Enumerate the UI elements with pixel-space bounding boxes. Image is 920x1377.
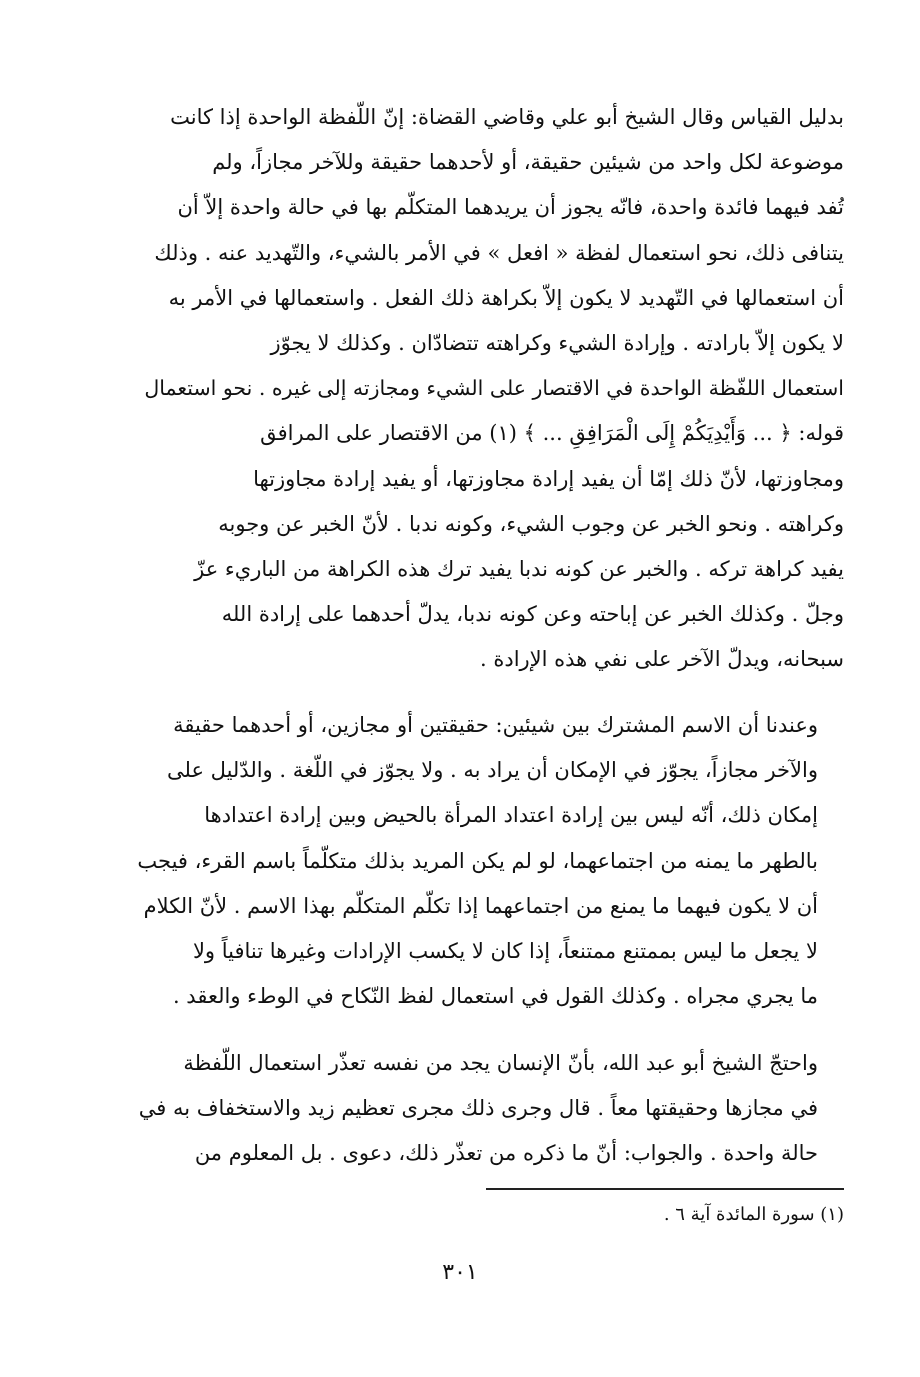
text-line: لا يجعل ما ليس بممتنع ممتنعاً، إذا كان لا يكسب الإرادات وغيرها تنافياً ولا (192, 939, 818, 964)
text-line: أن استعمالها في التّهديد لا يكون إلاّ بكراهة ذلك الفعل . واستعمالها في الأمر به (168, 285, 844, 310)
text-line: قوله: ﴿ ... وَأَيْدِيَكُمْ إِلَى الْمَرَافِقِ ... ﴾ (١) من الاقتصار على المرافق (260, 421, 844, 446)
text-line: يفيد كراهة تركه . والخبر عن كونه ندبا يفيد ترك هذه الكراهة من الباريء عزّ (194, 557, 844, 582)
text-line: أن لا يكون فيهما ما يمنع من اجتماعهما إذا تكلّم المتكلّم بهذا الاسم . لأنّ الكلام (143, 893, 818, 918)
text-line: ما يجري مجراه . وكذلك القول في استعمال لفظ النّكاح في الوطء والعقد . (172, 984, 818, 1009)
text-line: بدليل القياس وقال الشيخ أبو علي وقاضي القضاة: إنّ اللّفظة الواحدة إذا كانت (170, 105, 844, 129)
text-line: حالة واحدة . والجواب: أنّ ما ذكره من تعذّر ذلك، دعوى . بل المعلوم من (194, 1141, 818, 1166)
text-line: سبحانه، ويدلّ الآخر على نفي هذه الإرادة . (479, 647, 844, 672)
text-line: لا يكون إلاّ بارادته . وإرادة الشيء وكراهته تتضادّان . وكذلك لا يجوّز (270, 331, 844, 356)
text-line: وعندنا أن الاسم المشترك بين شيئين: حقيقتين أو مجازين، أو أحدهما حقيقة (173, 713, 818, 737)
text-line: استعمال اللفّظة الواحدة في الاقتصار على الشيء ومجازته إلى غيره . نحو استعمال (144, 376, 844, 401)
text-line: وكراهته . ونحو الخبر عن وجوب الشيء، وكونه ندبا . لأنّ الخبر عن وجوبه (218, 511, 844, 536)
text-line: موضوعة لكل واحد من شيئين حقيقة، أو لأحدهما حقيقة وللآخر مجازاً، ولم (212, 150, 844, 175)
text-line: إمكان ذلك، أنّه ليس بين إرادة اعتداد المرأة بالحيض وبين إرادة اعتدادها (204, 803, 818, 828)
paragraph-1 (132, 95, 844, 683)
footnote: (١) سورة المائدة آية ٦ . (663, 1204, 844, 1225)
text-line: والآخر مجازاً، يجوّز في الإمكان أن يراد به . ولا يجوّز في اللّغة . والدّليل على (167, 758, 818, 783)
text-line: وجلّ . وكذلك الخبر عن إباحته وعن كونه ندبا، يدلّ أحدهما على إرادة الله (221, 602, 844, 627)
text-line: واحتجّ الشيخ أبو عبد الله، بأنّ الإنسان يجد من نفسه تعذّر استعمال اللّفظة (183, 1051, 818, 1075)
text-line: بالطهر ما يمنه من اجتماعهما، لو لم يكن المريد بذلك متكلّماً باسم القرء، فيجب (137, 848, 818, 873)
text-line: في مجازها وحقيقتها معاً . قال وجرى ذلك مجرى تعظيم زيد والاستخفاف به في (138, 1096, 818, 1121)
page-number: ٣٠١ (442, 1260, 478, 1285)
footnote-separator (486, 1188, 844, 1190)
text-line: ومجاوزتها، لأنّ ذلك إمّا أن يفيد إرادة مجاوزتها، أو يفيد إرادة مجاوزتها (253, 466, 844, 491)
paragraph-3 (132, 1041, 844, 1177)
paragraph-2 (132, 703, 844, 1019)
text-line: تُفد فيهما فائدة واحدة، فانّه يجوز أن يريدهما المتكلّم بها في حالة واحدة إلاّ أن (177, 195, 844, 220)
text-line: يتنافى ذلك، نحو استعمال لفظة « افعل » في الأمر بالشيء، والتّهديد عنه . وذلك (154, 240, 844, 265)
